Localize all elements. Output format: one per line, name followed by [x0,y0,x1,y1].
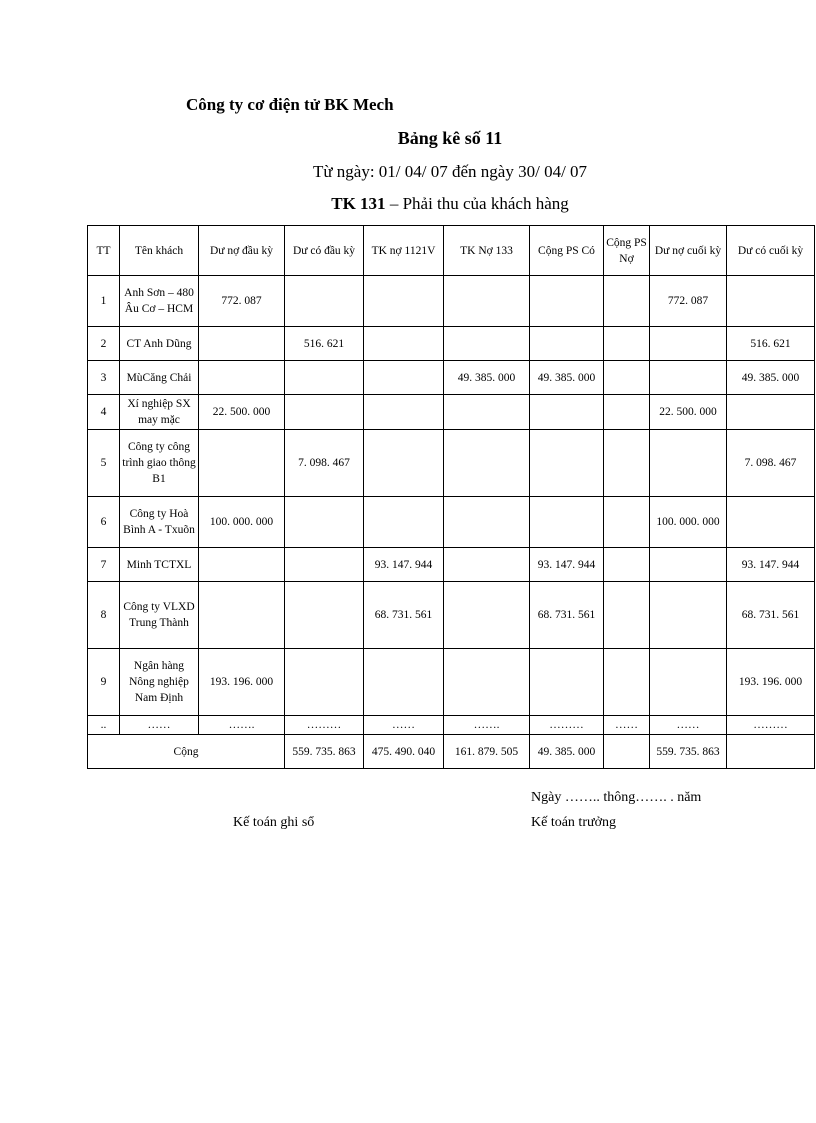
table-cell [604,649,650,716]
table-cell [199,582,285,649]
account-code: TK 131 [331,194,386,213]
table-cell: 22. 500. 000 [199,395,285,430]
table-cell: 8 [88,582,120,649]
table-cell: Công ty công trình giao thông B1 [120,430,199,497]
table-cell: Anh Sơn – 480 Âu Cơ – HCM [120,276,199,327]
table-cell: .. [88,716,120,735]
date-range: Từ ngày: 01/ 04/ 07 đến ngày 30/ 04/ 07 [312,162,588,181]
table-cell: 49. 385. 000 [727,361,815,395]
table-cell [604,361,650,395]
table-cell: 6 [88,497,120,548]
col-header-opening-debit: Dư nợ đầu kỳ [199,226,285,276]
table-cell: 68. 731. 561 [530,582,604,649]
col-header-customer: Tên khách [120,226,199,276]
table-cell [444,430,530,497]
table-cell: 193. 196. 000 [199,649,285,716]
table-cell [604,497,650,548]
table-cell: 7. 098. 467 [727,430,815,497]
table-cell: 100. 000. 000 [199,497,285,548]
table-cell: 93. 147. 944 [364,548,444,582]
table-cell [650,548,727,582]
table-cell: 68. 731. 561 [727,582,815,649]
table-cell [444,548,530,582]
table-cell: CT Anh Dũng [120,327,199,361]
table-cell: ……. [199,716,285,735]
table-cell [364,361,444,395]
table-cell [650,649,727,716]
col-header-tk-133: TK Nợ 133 [444,226,530,276]
table-cell [285,497,364,548]
table-row [88,582,815,649]
table-cell [444,327,530,361]
account-heading [0,194,816,214]
table-cell: ……… [530,716,604,735]
table-cell [285,548,364,582]
table-cell: 9 [88,649,120,716]
table-cell [530,649,604,716]
table-cell [444,395,530,430]
table-cell [199,548,285,582]
col-header-closing-debit: Dư nợ cuối kỳ [650,226,727,276]
table-cell: MùCăng Chải [120,361,199,395]
table-cell: 772. 087 [199,276,285,327]
table-cell [530,430,604,497]
table-cell: Ngân hàng Nông nghiệp Nam Định [120,649,199,716]
table-cell: Công ty VLXD Trung Thành [120,582,199,649]
table-cell [364,649,444,716]
table-cell [530,276,604,327]
ledger-table [87,225,815,769]
table-cell: 68. 731. 561 [364,582,444,649]
table-cell: 1 [88,276,120,327]
table-cell [444,582,530,649]
table-cell [650,430,727,497]
col-header-tt: TT [88,226,120,276]
total-cell: 559. 735. 863 [650,735,727,769]
table-cell: 516. 621 [727,327,815,361]
table-cell: 93. 147. 944 [530,548,604,582]
table-cell [364,395,444,430]
total-cell: 161. 879. 505 [444,735,530,769]
table-cell [285,582,364,649]
table-cell [604,395,650,430]
table-cell [727,497,815,548]
table-cell [285,649,364,716]
table-cell [444,497,530,548]
table-cell: 7 [88,548,120,582]
table-cell: …… [650,716,727,735]
table-cell: 49. 385. 000 [530,361,604,395]
table-cell: 516. 621 [285,327,364,361]
table-row [88,276,815,327]
chief-accountant-signature-label: Kế toán trưởng [531,815,616,830]
table-cell [650,582,727,649]
table-cell [285,361,364,395]
table-cell [285,395,364,430]
table-cell [604,582,650,649]
table-cell [199,361,285,395]
table-cell [727,276,815,327]
table-cell [604,327,650,361]
total-cell [727,735,815,769]
table-row [88,327,815,361]
table-cell: 4 [88,395,120,430]
table-cell: …… [604,716,650,735]
table-row [88,361,815,395]
table-cell: 193. 196. 000 [727,649,815,716]
table-cell [727,395,815,430]
table-total-row [88,735,815,769]
table-cell: 2 [88,327,120,361]
table-cell: 49. 385. 000 [444,361,530,395]
table-cell: ……… [285,716,364,735]
total-cell [604,735,650,769]
table-cell [530,395,604,430]
table-cell: 93. 147. 944 [727,548,815,582]
table-cell: Công ty Hoà Bình A - Txuõn [120,497,199,548]
bookkeeper-signature-label: Kế toán ghi sổ [233,815,315,830]
col-header-total-credit: Cộng PS Có [530,226,604,276]
total-cell: 559. 735. 863 [285,735,364,769]
table-cell [604,430,650,497]
table-cell [199,430,285,497]
table-cell [364,327,444,361]
table-cell: …… [120,716,199,735]
table-cell [444,276,530,327]
col-header-total-debit: Cộng PS Nợ [604,226,650,276]
table-cell: ……… [727,716,815,735]
table-cell [364,276,444,327]
table-cell [364,430,444,497]
table-row [88,497,815,548]
col-header-tk-1121v: TK nợ 1121V [364,226,444,276]
table-cell [364,497,444,548]
table-cell: Minh TCTXL [120,548,199,582]
table-cell: 7. 098. 467 [285,430,364,497]
table-row [88,649,815,716]
col-header-closing-credit: Dư có cuối kỳ [727,226,815,276]
table-cell: ……. [444,716,530,735]
table-row [88,548,815,582]
table-cell: 22. 500. 000 [650,395,727,430]
total-cell: 475. 490. 040 [364,735,444,769]
table-cell [604,276,650,327]
table-cell [530,497,604,548]
col-header-opening-credit: Dư có đầu kỳ [285,226,364,276]
table-cell [530,327,604,361]
table-cell: Xí nghiệp SX may mặc [120,395,199,430]
account-description: – Phải thu của khách hàng [385,194,569,213]
table-cell: …… [364,716,444,735]
document-title: Bảng kê số 11 [397,128,503,148]
table-cell [444,649,530,716]
table-cell [650,327,727,361]
table-row [88,430,815,497]
table-cell: 5 [88,430,120,497]
total-cell: 49. 385. 000 [530,735,604,769]
table-cell [285,276,364,327]
signature-date-line: Ngày …….. thông……. . năm [531,790,702,805]
table-row-ellipsis [88,716,815,735]
table-cell: 100. 000. 000 [650,497,727,548]
table-cell [199,327,285,361]
table-header-row [88,226,815,276]
table-cell: 772. 087 [650,276,727,327]
table-cell [604,548,650,582]
table-cell [650,361,727,395]
total-label: Cộng [88,735,285,769]
table-cell: 3 [88,361,120,395]
company-name: Công ty cơ điện tử BK Mech [186,95,394,114]
table-row [88,395,815,430]
